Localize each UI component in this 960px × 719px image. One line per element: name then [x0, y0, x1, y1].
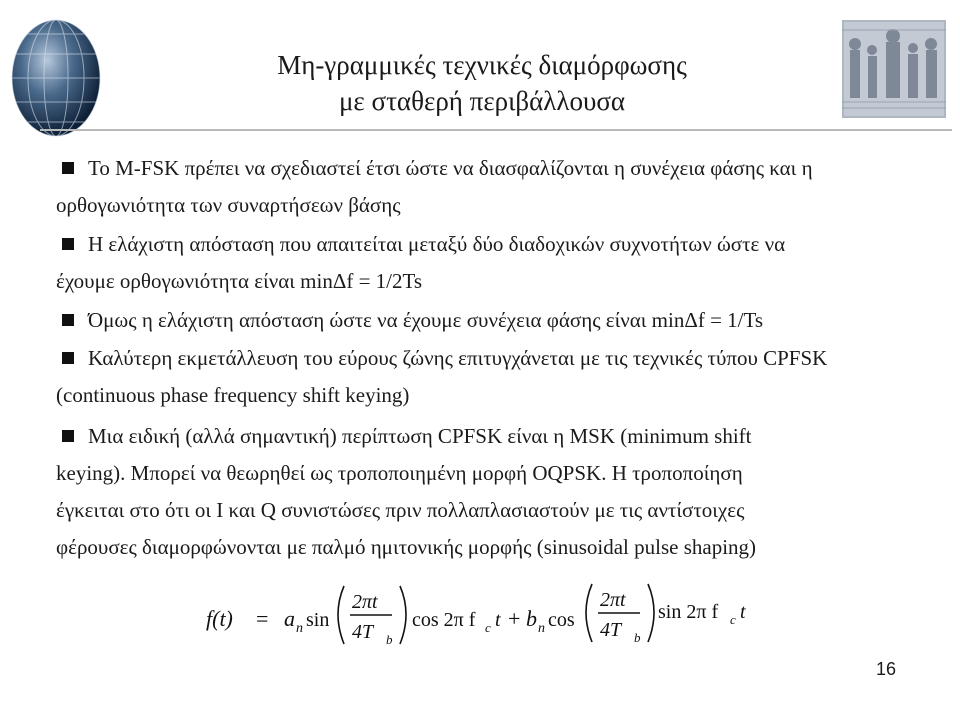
bullet-text: έγκειται στο ότι οι I και Q συνιστώσες πριν πολλαπλασιαστούν με τις αντίστοιχες [56, 498, 745, 522]
formula-num1: 2πt [352, 591, 378, 613]
formula-fc-sub1: c [485, 620, 491, 635]
formula-den2: 4T [600, 619, 622, 641]
formula-equals: = [256, 606, 269, 631]
bullet-text: έχουμε ορθογωνιότητα είναι minΔf = 1/2Ts [56, 269, 423, 293]
formula-a-sub: n [296, 621, 303, 636]
bullet-text: φέρουσες διαμορφώνονται με παλμό ημιτονικής μορφής (sinusoidal pulse shaping) [56, 535, 757, 559]
bullet-text: Το M-FSK πρέπει να σχεδιαστεί έτσι ώστε να διασφαλίζονται η συνέχεια φάσης και η [88, 156, 813, 180]
formula-fc-sub2: c [730, 612, 736, 627]
slide-subtitle: με σταθερή περιβάλλουσα [338, 86, 626, 116]
bullet-text: (continuous phase frequency shift keying) [56, 383, 410, 407]
formula-t1: t [495, 609, 501, 631]
bullet-item [56, 418, 756, 566]
formula-num2: 2πt [600, 589, 626, 611]
bullet-text: Μια ειδική (αλλά σημαντική) περίπτωση CPFSK είναι η MSK (minimum shift [88, 424, 752, 448]
formula-cos2: cos [548, 609, 575, 631]
formula-lhs: f(t) [206, 606, 233, 631]
bullet-text: keying). Μπορεί να θεωρηθεί ως τροποποιημένη μορφή OQPSK. Η τροποποίηση [56, 461, 743, 485]
page-number: 16 [876, 659, 897, 679]
formula-sin2: sin 2π f [658, 601, 719, 623]
formula-den1: 4T [352, 621, 374, 643]
title-divider [40, 129, 952, 131]
formula-den2-sub: b [634, 630, 641, 645]
bullet-item [56, 340, 827, 414]
formula-sin1: sin [306, 609, 330, 631]
bullet-item [56, 150, 813, 224]
formula-a: a [284, 606, 295, 631]
msk-formula [206, 580, 766, 650]
square-bullet-icon [62, 430, 74, 442]
bullet-text: Η ελάχιστη απόσταση που απαιτείται μεταξύ δύο διαδοχικών συχνοτήτων ώστε να [88, 232, 786, 256]
formula-t2: t [740, 601, 746, 623]
bullet-text: Όμως η ελάχιστη απόσταση ώστε να έχουμε συνέχεια φάσης είναι minΔf = 1/Ts [88, 308, 764, 332]
bullet-text: Καλύτερη εκμετάλλευση του εύρους ζώνης επιτυγχάνεται με τις τεχνικές τύπου CPFSK [88, 346, 828, 370]
formula-plus: + [508, 606, 521, 631]
square-bullet-icon [62, 162, 74, 174]
square-bullet-icon [62, 238, 74, 250]
bullet-item [56, 302, 763, 339]
square-bullet-icon [62, 352, 74, 364]
bullet-item [56, 226, 785, 300]
formula-den1-sub: b [386, 632, 393, 647]
bullet-text: ορθογωνιότητα των συναρτήσεων βάσης [56, 193, 401, 217]
slide-title: Μη-γραμμικές τεχνικές διαμόρφωσης [277, 50, 687, 80]
formula-cos1: cos 2π f [412, 609, 476, 631]
square-bullet-icon [62, 314, 74, 326]
formula-b-sub: n [538, 621, 545, 636]
formula-b: b [526, 606, 537, 631]
